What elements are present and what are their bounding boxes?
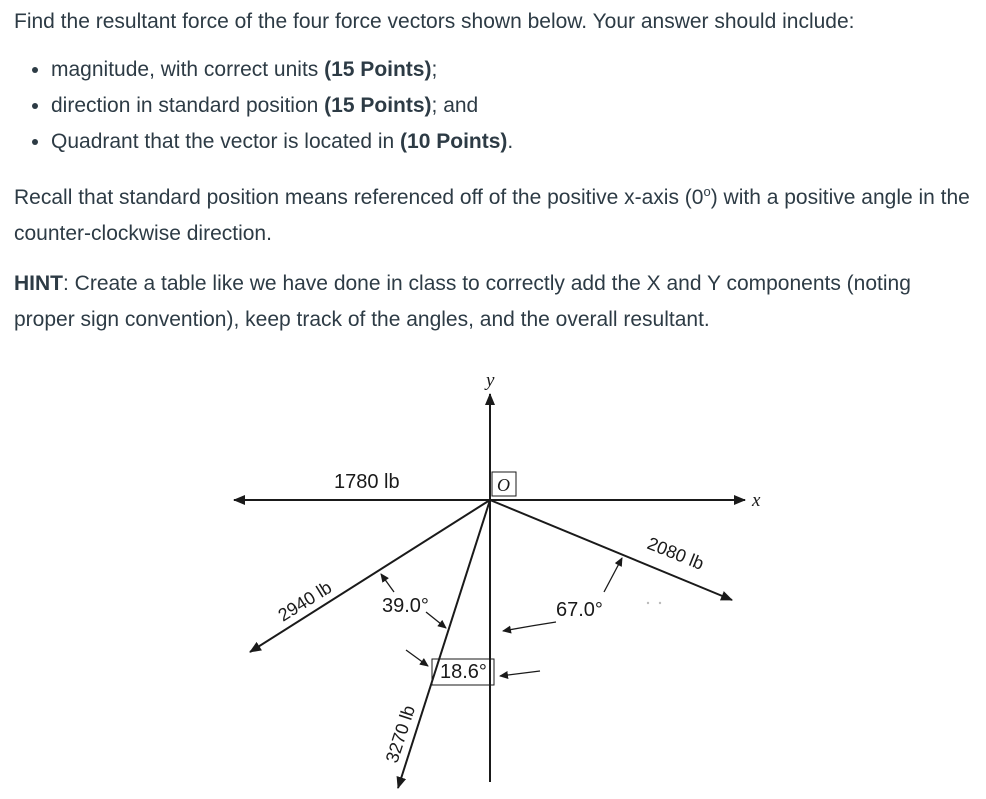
recall-text-1: Recall that standard position means referenced off of the positive x-axis (0	[14, 186, 704, 209]
angle-67-arrow-up	[604, 558, 622, 592]
hint-paragraph	[14, 266, 976, 338]
requirement-suffix: ;	[431, 58, 438, 81]
requirement-suffix: .	[507, 130, 514, 153]
requirement-text: Quadrant that the vector is located in	[51, 130, 401, 153]
force-1780-label: 1780 lb	[334, 471, 400, 493]
force-2080-label: 2080 lb	[644, 533, 707, 574]
force-2940-label: 2940 lb	[274, 577, 336, 626]
requirement-text: direction in standard position	[51, 94, 325, 117]
hint-label: HINT	[14, 272, 63, 295]
angle-18-arrow-left	[500, 671, 540, 676]
force-3270-vector	[398, 500, 490, 788]
origin-label: O	[497, 475, 510, 495]
requirements-list	[14, 52, 976, 160]
requirement-points: (15 Points)	[324, 58, 432, 81]
requirement-magnitude	[51, 52, 976, 88]
force-2940-vector	[250, 500, 490, 652]
question-content	[14, 0, 976, 338]
scan-speck	[647, 602, 649, 604]
scan-speck	[659, 602, 661, 604]
requirement-text: magnitude, with correct units	[51, 58, 325, 81]
question-intro: Find the resultant force of the four force vectors shown below. Your answer should include:	[14, 10, 855, 33]
angle-67-arrow-left	[503, 622, 556, 631]
force-3270-label: 3270 lb	[381, 702, 420, 766]
angle-39-label: 39.0°	[382, 595, 429, 617]
requirement-quadrant	[51, 124, 976, 160]
hint-text: : Create a table like we have done in class to correctly add the X and Y components (noting proper sign convention), keep track of the angles, and the overall resultant.	[14, 272, 911, 331]
y-axis-label: y	[486, 370, 495, 391]
angle-39-arrow-up	[381, 574, 394, 592]
angle-18-arrow-down	[406, 650, 428, 666]
requirement-points: (10 Points)	[400, 130, 508, 153]
recall-paragraph	[14, 174, 976, 252]
angle-18-label: 18.6°	[440, 661, 487, 683]
requirement-points: (15 Points)	[324, 94, 432, 117]
requirement-suffix: ; and	[431, 94, 479, 117]
x-axis-label: x	[752, 490, 761, 511]
degree-superscript: o	[703, 184, 711, 199]
requirement-direction	[51, 88, 976, 124]
angle-39-arrow-down	[426, 612, 446, 628]
recall-text-2: ) with a positive angle in the counter-clockwise direction.	[14, 186, 970, 245]
force-diagram	[0, 360, 986, 799]
force-vector-diagram	[0, 360, 986, 799]
angle-67-label: 67.0°	[556, 599, 603, 621]
